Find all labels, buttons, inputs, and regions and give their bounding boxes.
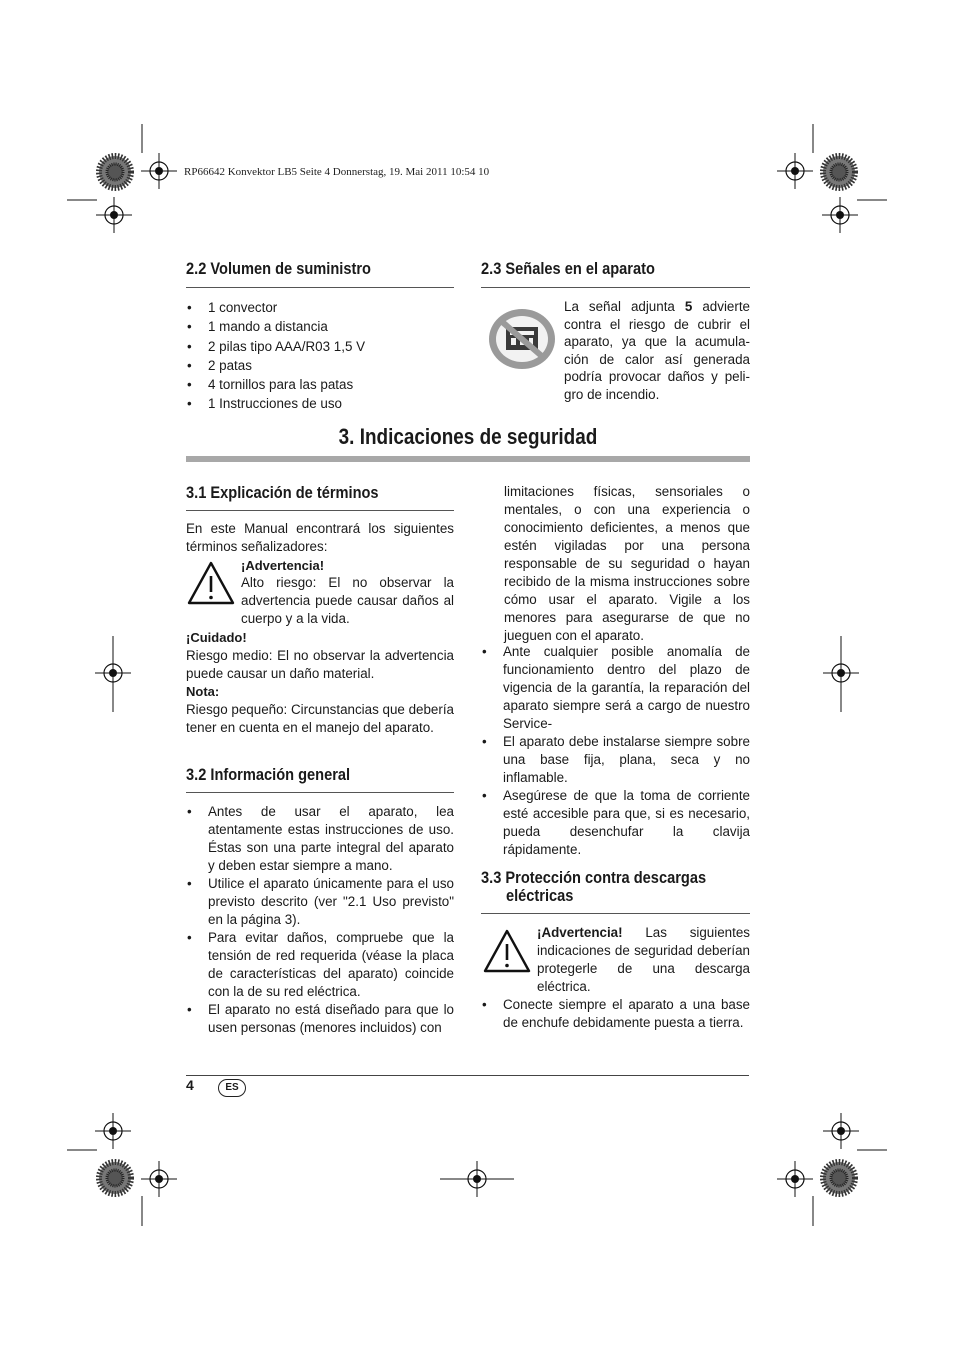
note-label: Nota:: [186, 684, 220, 699]
registration-cross-icon: [141, 1161, 177, 1197]
registration-cross-icon: [822, 197, 858, 233]
warning-text: Alto riesgo: El no observar la advertencia puede causar daños al cuerpo y a la vida.: [241, 575, 454, 626]
continuation-text: limitaciones físicas, sensoriales o mentales, o con una experiencia o conocimiento deficientes, a menos que estén vigiladas por una persona responsable de su seguridad o hayan recibido de la misma instrucciones sobre cómo usar el aparato. Vigile a los menores para asegurarse de que no jueguen con el aparato.: [504, 484, 750, 643]
registration-star-icon: [99, 1162, 131, 1194]
list-item: • Conecte siempre el aparato a una base de enchufe debidamente puesta a tierra.: [481, 996, 750, 1032]
list-item: • Para evitar daños, compruebe que la tensión de red requerida (véase la placa de características del aparato) coincide con la de su red eléctrica.: [186, 929, 454, 1001]
registration-star-icon: [823, 1162, 855, 1194]
sign-line: aparato, ya que la acumula-: [564, 334, 750, 350]
list-item: • Antes de usar el aparato, lea atentamente estas instrucciones de uso. Éstas son una parte integral del aparato y deben estar siempre a mano.: [186, 803, 454, 875]
sign-text: advierte: [692, 299, 750, 314]
section-3-3-title-line: eléctricas: [505, 886, 574, 905]
sign-line: ción de calor así generada: [564, 351, 750, 367]
list-item: • 2 patas: [186, 356, 456, 375]
list-item: • 1 Instrucciones de uso: [186, 394, 456, 413]
section-divider: [481, 287, 750, 288]
section-2-2-title: 2.2 Volumen de suministro: [186, 259, 371, 278]
warning-triangle-icon: [186, 560, 236, 606]
list-item: • 2 pilas tipo AAA/R03 1,5 V: [186, 337, 456, 356]
chapter-title: 3. Indicaciones de seguridad: [338, 424, 598, 449]
registration-star-icon: [99, 156, 131, 188]
section-divider: [186, 510, 454, 511]
registration-cross-icon: [823, 655, 859, 691]
list-item: • Utilice el aparato únicamente para el uso previsto descrito (ver "2.1 Uso previsto" en la página 3).: [186, 875, 454, 929]
registration-cross-icon: [459, 1161, 495, 1197]
section-3-2-title: 3.2 Información general: [186, 765, 351, 784]
list-item: • Asegúrese de que la toma de corriente esté accesible para que, si es necesario, pueda desenchufar la clavija rápidamente.: [481, 787, 750, 859]
sign-ref-number: 5: [684, 299, 693, 314]
section-3-1-title: 3.1 Explicación de términos: [186, 483, 379, 502]
registration-cross-icon: [777, 153, 813, 189]
list-item: • 4 tornillos para las patas: [186, 375, 456, 394]
section-divider: [186, 287, 454, 288]
electric-list: [481, 996, 750, 1032]
warning-triangle-icon: [482, 928, 532, 974]
warning-label: ¡Advertencia!: [537, 925, 623, 940]
list-item: • 1 mando a distancia: [186, 317, 456, 336]
page-number: 4: [186, 1077, 194, 1093]
language-badge: ES: [218, 1079, 246, 1097]
warning-text: Las siguientes indicaciones de seguridad deberían protegerle de una descarga eléctrica.: [537, 925, 750, 994]
do-not-cover-icon: [486, 306, 558, 372]
list-item: • Ante cualquier posible anomalía de funcionamiento dentro del plazo de vigencia de la garantía, la reparación del aparato siempre será a cargo de nuestro Service-: [481, 643, 750, 733]
registration-cross-icon: [823, 1113, 859, 1149]
registration-star-icon: [823, 156, 855, 188]
section-divider: [186, 792, 454, 793]
note-text: Riesgo pequeño: Circunstancias que debería tener en cuenta en el manejo del aparato.: [186, 702, 454, 735]
terms-intro: En este Manual encontrará los siguientes términos señalizadores:: [186, 521, 454, 554]
footer-rule: [186, 1075, 749, 1076]
sign-description: [564, 298, 750, 404]
warning-label: ¡Advertencia!: [241, 558, 325, 573]
registration-cross-icon: [96, 197, 132, 233]
section-divider: [481, 913, 750, 914]
sign-line: podría provocar daños y peli-: [564, 369, 750, 385]
caution-label: ¡Cuidado!: [186, 630, 247, 645]
chapter-bar: [186, 456, 750, 462]
print-slug: RP66642 Konvektor LB5 Seite 4 Donnerstag, 19. Mai 2011 10:54 10: [184, 166, 490, 178]
section-2-3-title: 2.3 Señales en el aparato: [481, 259, 655, 278]
caution-text: Riesgo medio: El no observar la advertencia puede causar un daño material.: [186, 648, 454, 681]
registration-cross-icon: [141, 153, 177, 189]
section-3-3-title: [481, 869, 706, 905]
sign-line: contra el riesgo de cubrir el: [564, 316, 750, 332]
sign-text: La señal adjunta: [564, 299, 685, 314]
registration-cross-icon: [95, 1113, 131, 1149]
general-info-list: [186, 803, 454, 1037]
general-info-list-cont: [481, 643, 750, 859]
section-3-3-title-line: 3.3 Protección contra descargas: [481, 868, 707, 887]
registration-cross-icon: [777, 1161, 813, 1197]
list-item: • 1 convector: [186, 298, 456, 317]
registration-cross-icon: [95, 655, 131, 691]
supply-list: [186, 298, 456, 414]
list-item: • El aparato debe instalarse siempre sobre una base fija, plana, seca y no inflamable.: [481, 733, 750, 787]
sign-line: [564, 298, 750, 316]
list-item: • El aparato no está diseñado para que lo usen personas (menores incluidos) con: [186, 1001, 454, 1037]
sign-line: gro de incendio.: [564, 386, 660, 402]
electric-warning: [537, 924, 750, 996]
